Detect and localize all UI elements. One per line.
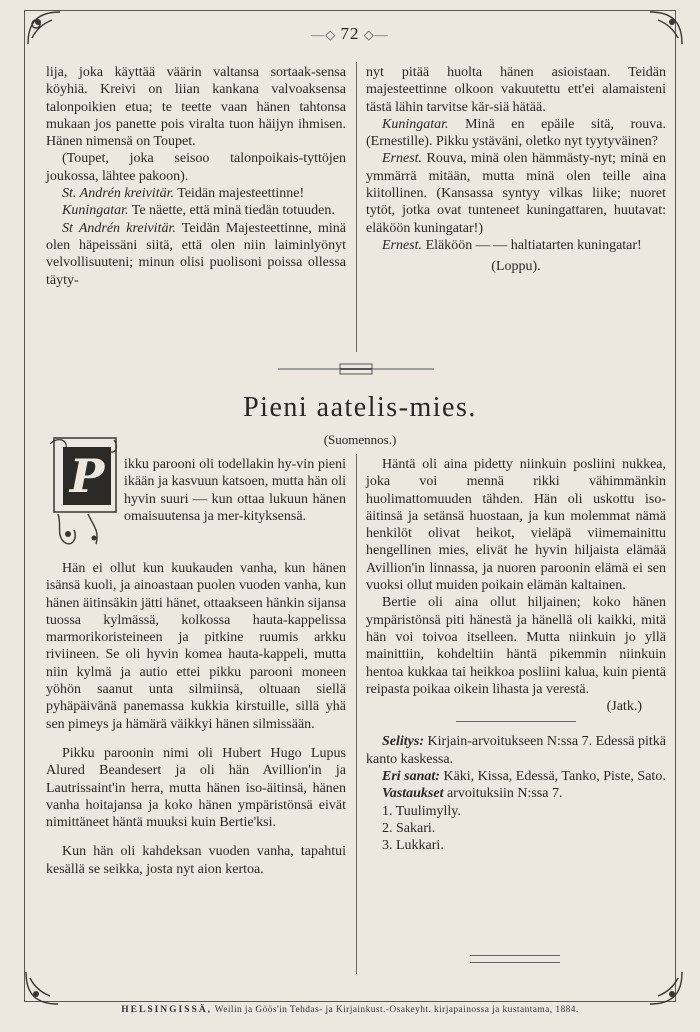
puzzle-answers-heading: Vastaukset arvoituksiin N:ssa 7.	[382, 786, 563, 802]
divider	[456, 721, 576, 723]
corner-ornament-icon	[646, 968, 686, 1008]
top-left-column	[46, 64, 346, 289]
page-number: —◇ 72 ◇—	[311, 24, 389, 43]
story-left-column	[46, 456, 346, 878]
puzzle-solution: Selitys: Kirjain-arvoitukseen N:ssa 7. Edessä pitkä kanto kaskessa.	[366, 734, 667, 767]
continued-mark: (Jatk.)	[606, 699, 642, 715]
footer-imprint	[0, 1005, 700, 1015]
footer-text: Weilin ja Göös'in Tehdas- ja Kirjainkust.-Osakeyht. kirjapainossa ja kustantama, 1884.	[214, 1005, 579, 1015]
dialogue-line: Ernest. Eläköön — — haltiatarten kuningatar!	[382, 237, 642, 253]
end-mark: (Loppu).	[491, 259, 541, 275]
dialogue-line: St Andrén kreivitär. Teidän Majesteettinne, minä olen häpeissäni siitä, että olen niin laiminlyönyt velvollisuuteni; minun olisi puolisoni poissa ollessa täyty-	[46, 220, 346, 288]
paragraph: Bertie oli aina ollut hiljainen; koko hänen ympäristönsä piti hänestä ja hänellä oli kaikki, mitä hän voi toivoa itselleen. Mutta niinkuin jo yllä mainittiin, kohdeltiin häntä pikemmin niinkuin hentoa kukkaa tai heikkoa posliini kalua, kuin pientä reipasta poikaa oikein lihasta ja verestä.	[366, 595, 666, 697]
answer-item: 2. Sakari.	[382, 820, 436, 836]
story-title: Pieni aatelis-mies.	[243, 392, 477, 423]
puzzle-label: Eri sanat:	[382, 769, 440, 785]
column-divider	[356, 454, 357, 974]
ornament-icon: ◇—	[359, 27, 389, 42]
top-right-column	[366, 64, 666, 276]
column-divider	[356, 62, 357, 352]
stage-direction: (Toupet, joka seisoo talonpoikais-tyttöjen joukossa, lähtee pakoon).	[46, 151, 346, 184]
paragraph: nyt pitää huolta hänen asioistaan. Teidän majesteettinne olkoon vakuutettu ett'ei alamaisteni tästä lähin tarvitse kär-siä hätää.	[366, 65, 666, 115]
answer-item: 1. Tuulimylly.	[382, 803, 461, 819]
dialogue-line: Ernest. Rouva, minä olen hämmästy-nyt; minä en ymmärrä mitään, mutta minä olen teille aina kiitollinen. (Kansassa syntyy vilkas liike; nuoret tytöt, jotka ovat tunteneet kuningattaren, huutavat: eläköön kuningatar!)	[366, 151, 667, 236]
footer-city: HELSINGISSÄ,	[121, 1005, 213, 1015]
paragraph: lija, joka käyttää väärin valtansa sortaak-sensa köyhiä. Kreivi on liian kankana valvoaksensa talonpoikien etua; te teette vaan hänen tahtonsa mukaan jos panette pois viralta tuon häijyn ihmisen. Hänen nimensä on Toupet.	[46, 65, 346, 150]
ornament-icon: —◇	[311, 27, 341, 42]
paragraph: Hän ei ollut kun kuukauden vanha, kun hänen isänsä kuoli, ja ainoastaan puolen vuoden vanha, kun hänen äitinsäkin jätti hänet, ottaakseen hänkin sijansa tuossa kylmässä, kolkossa hauta-kappelissa marmorikoristeineen ja pitkine ruumis arkku riviineen. Se oli hyvin komea hauta-kappeli, mutta niin kylmä ja autio ettei pikku parooni moneen yöhön saanut unta silmiinsä, oltuaan siellä pyhäpäivänä panemassa kukkia kirstuille, sillä yhä sen pimeys ja hämärä väikkyi hänen silmissään.	[46, 561, 346, 732]
paragraph: Pikku paroonin nimi oli Hubert Hugo Lupus Alured Beandesert ja oli hän Avillion'in ja Lautrissaint'in herra, mutta hänen iso-äitinsä, hänen vanha hoitajansa ja koko hänen ympäristönsä eivät nimittäneet häntä muuksi kuin Bertie'ksi.	[46, 745, 346, 831]
puzzle-label: Selitys:	[382, 734, 424, 750]
drop-cap-letter: P	[63, 447, 111, 505]
puzzle-label: Vastaukset	[382, 786, 444, 802]
section-separator	[278, 362, 434, 376]
paragraph: Kun hän oli kahdeksan vuoden vanha, tapahtui kesällä se seikka, josta nyt aion kertoa.	[46, 844, 346, 877]
paragraph: ikku parooni oli todellakin hy-vin pieni ikään ja kasvuun katsoen, mutta hän oli hyvin suuri — kun ottaa lukuun hänen omaisuutensa ja mer-kityksensä.	[124, 457, 346, 524]
dialogue-line: St. Andrén kreivitär. Teidän majesteettinne!	[62, 186, 305, 202]
speaker-name: Kuningatar.	[382, 116, 449, 132]
paragraph: Häntä oli aina pidetty niinkuin posliini nukkea, joka voi mennä rikki vähimmänkin huolimattomuuden tähden. Hän oli uskottu iso-äitinsä ja setänsä huostaan, ja kun molemmat nämä henkilöt olivat heikot, vieläpä viimemainittu hengellinen mies, elivät he hyvin hiljaista elämää Avillion'in linnassa, ja nuoren paroonin elämä ei sen vuoksi ollut muiden poikain elämän kaltainen.	[366, 457, 666, 594]
story-subtitle: (Suomennos.)	[323, 432, 397, 447]
corner-ornament-icon	[22, 968, 62, 1008]
end-separator	[470, 955, 560, 963]
puzzle-words: Eri sanat: Käki, Kissa, Edessä, Tanko, Piste, Sato.	[382, 769, 666, 785]
speaker-name: St Andrén kreivitär.	[62, 220, 176, 236]
speaker-name: St. Andrén kreivitär.	[62, 186, 174, 202]
speaker-name: Ernest.	[382, 237, 423, 253]
dialogue-line: Kuningatar. Te näette, että minä tiedän totuuden.	[62, 203, 335, 219]
story-right-column	[366, 456, 666, 855]
speaker-name: Ernest.	[382, 151, 423, 167]
speaker-name: Kuningatar.	[62, 203, 129, 219]
dialogue-line: Kuningatar. Minä en epäile sitä, rouva. (Ernestille). Pikku ystäväni, oletko nyt tyytyväinen?	[366, 116, 666, 150]
answer-item: 3. Lukkari.	[382, 838, 444, 854]
